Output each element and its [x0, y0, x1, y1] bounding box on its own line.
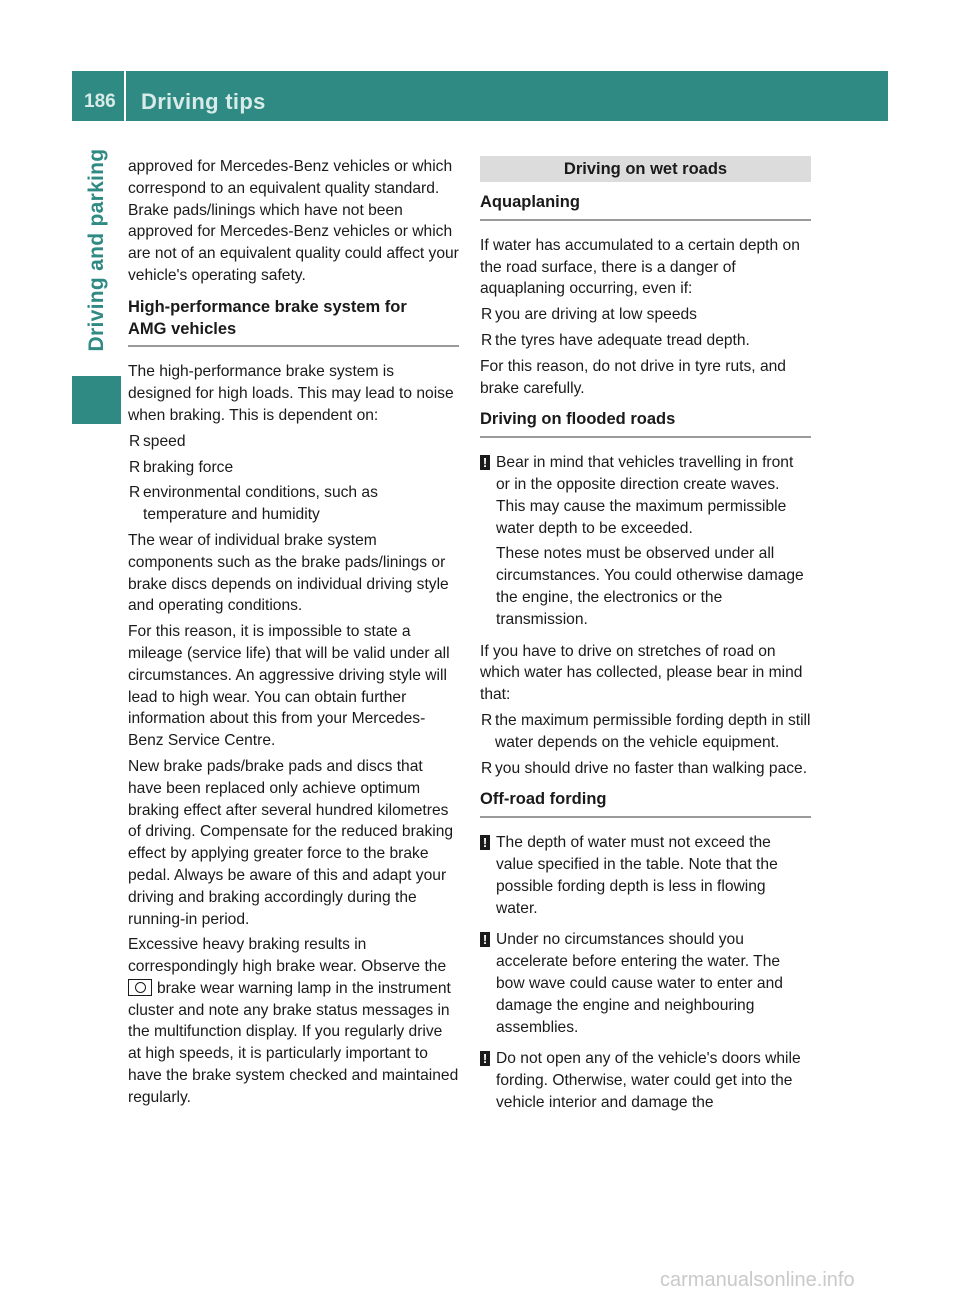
list-item: [480, 330, 811, 352]
list-item: [128, 431, 459, 453]
amg-brake-heading-line1: High-performance brake system for: [128, 297, 407, 316]
bullet-marker: R: [481, 331, 493, 349]
list-item: [128, 482, 459, 526]
header-divider: [124, 71, 126, 121]
offroad-fording-heading: Off-road fording: [480, 789, 811, 818]
warning-icon: !: [480, 1051, 490, 1066]
aquaplaning-heading: Aquaplaning: [480, 192, 811, 221]
bullet-text: environmental conditions, such as temperature and humidity: [143, 484, 378, 524]
warning-note: [480, 832, 811, 919]
amg-brake-heading-line2: AMG vehicles: [128, 319, 237, 338]
warning-text: These notes must be observed under all circumstances. You could otherwise damage the engine, the electronics or the transmission.: [496, 545, 804, 628]
bullet-text: braking force: [143, 458, 234, 476]
brake-paragraph-2: The wear of individual brake system components such as the brake pads/linings or brake discs depends on individual driving style and operating conditions.: [128, 531, 449, 615]
side-tab-label: Driving and parking: [85, 148, 108, 352]
warning-note: [480, 452, 811, 630]
bullet-marker: R: [129, 458, 141, 476]
intro-paragraph: approved for Mercedes-Benz vehicles or which correspond to an equivalent quality standard. Brake pads/linings which have not been approved for Mercedes-Benz vehicles or which are not of an equivalent quality could affect your vehicle's operating safety.: [128, 158, 459, 284]
brake-paragraph-5-start: Excessive heavy braking results in correspondingly high brake wear. Observe the: [128, 936, 447, 976]
bullet-text: the tyres have adequate tread depth.: [495, 331, 750, 349]
warning-text: Under no circumstances should you accelerate before entering the water. The bow wave could cause water to enter and damage the engine and neighbouring assemblies.: [496, 931, 783, 1036]
list-item: [480, 304, 811, 326]
aquaplaning-paragraph-2: For this reason, do not drive in tyre ruts, and brake carefully.: [480, 357, 786, 397]
bullet-text: you are driving at low speeds: [495, 306, 697, 324]
side-tab-marker: [72, 376, 121, 424]
aquaplaning-paragraph-1: If water has accumulated to a certain depth on the road surface, there is a danger of aquaplaning occurring, even if:: [480, 236, 800, 298]
list-item: [480, 758, 811, 780]
warning-note: [480, 929, 811, 1038]
amg-brake-heading: [128, 297, 459, 348]
warning-note: [480, 1048, 811, 1113]
brake-paragraph-1: The high-performance brake system is designed for high loads. This may lead to noise when braking. This is dependent on:: [128, 363, 454, 424]
warning-icon: !: [480, 932, 490, 947]
warning-text: Do not open any of the vehicle's doors while fording. Otherwise, water could get into the vehicle interior and damage the: [496, 1050, 801, 1111]
warning-icon: !: [480, 455, 490, 470]
watermark: carmanualsonline.info: [660, 1269, 855, 1291]
brake-paragraph-5: [128, 934, 459, 1108]
right-column: [480, 156, 811, 1124]
section-title-bar: Driving on wet roads: [480, 156, 811, 182]
bullet-text: the maximum permissible fording depth in still water depends on the vehicle equipment.: [495, 711, 811, 751]
list-item: [128, 457, 459, 479]
brake-paragraph-3: For this reason, it is impossible to state a mileage (service life) that will be valid under all circumstances. An aggressive driving style will lead to high wear. You can obtain further information about this from your Mercedes-Benz Service Centre.: [128, 623, 450, 750]
brake-paragraph-5-end: brake wear warning lamp in the instrument cluster and note any brake status messages in the multifunction display. If you regularly drive at high speeds, it is particularly important to have the brake system checked and maintained regularly.: [128, 979, 459, 1106]
warning-text: Bear in mind that vehicles travelling in front or in the opposite direction create waves. This may cause the maximum permissible water depth to be exceeded.: [496, 454, 794, 537]
left-column: [128, 156, 459, 1113]
page-title: Driving tips: [141, 89, 266, 114]
warning-text: The depth of water must not exceed the value specified in the table. Note that the possible fording depth is less in flowing water.: [496, 834, 778, 917]
bullet-marker: R: [481, 306, 493, 324]
list-item: [480, 710, 811, 754]
flooded-paragraph-1: If you have to drive on stretches of road on which water has collected, please bear in mind that:: [480, 642, 803, 704]
brake-warning-lamp-icon: [128, 979, 152, 996]
bullet-marker: R: [129, 432, 141, 450]
bullet-text: you should drive no faster than walking pace.: [495, 759, 808, 777]
brake-paragraph-4: New brake pads/brake pads and discs that have been replaced only achieve optimum braking effect after several hundred kilometres of driving. Compensate for the reduced braking effect by applying greater force to the brake pedal. Always be aware of this and adapt your driving and braking accordingly during the running-in period.: [128, 757, 454, 928]
bullet-marker: R: [481, 711, 493, 729]
bullet-marker: R: [129, 484, 141, 502]
flooded-roads-heading: Driving on flooded roads: [480, 409, 811, 438]
bullet-text: speed: [143, 432, 186, 450]
bullet-marker: R: [481, 759, 493, 777]
warning-icon: !: [480, 835, 490, 850]
page-number: 186: [84, 91, 116, 112]
